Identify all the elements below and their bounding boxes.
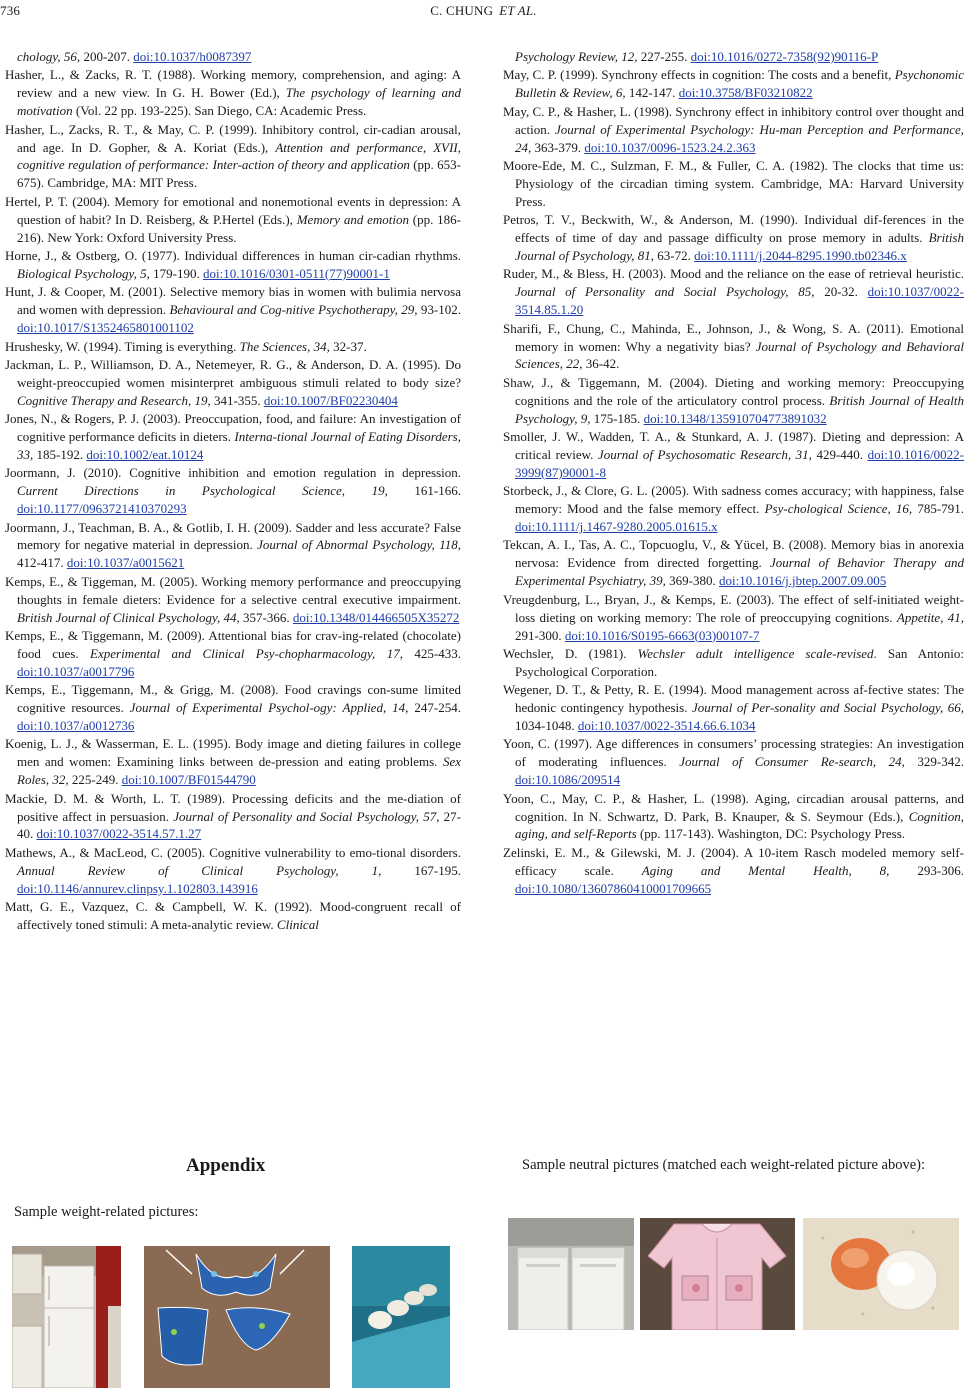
- reference-text: (Vol. 22 pp. 193-225). San Diego, CA: Academic Press.: [72, 103, 367, 119]
- doi-link[interactable]: doi:10.1086/209514: [515, 772, 621, 788]
- reference-italic: XVII: [433, 139, 458, 155]
- reference-entry: [503, 374, 964, 428]
- reference-entry: [5, 356, 461, 410]
- doi-link[interactable]: doi:10.1080/13607860410001709665: [515, 880, 712, 896]
- reference-text: Vreugdenburg, L., Bryan, J., & Kemps, E. (2003). The effect of self-initiated weight-loss dieting on working memory: The role of preoccupying cognitions.: [503, 591, 964, 625]
- reference-italic: Journal of Per-sonality and Social Psychology, 66,: [691, 700, 964, 716]
- reference-italic: The Sciences, 34,: [239, 338, 330, 354]
- reference-text: 329-342.: [904, 754, 964, 770]
- doi-link[interactable]: doi:10.1016/j.jbtep.2007.09.005: [719, 573, 887, 589]
- reference-text: Zelinski, E. M., & Gilewski, M. J. (2004). A 10-item Rasch modeled memory self-efficacy scale.: [503, 844, 964, 878]
- reference-text: ,: [544, 826, 552, 842]
- eggs-carton-photo: [352, 1246, 450, 1388]
- reference-entry: [503, 320, 964, 374]
- reference-text: ,: [960, 808, 964, 824]
- reference-entry: [503, 482, 964, 536]
- reference-text: 161-166.: [387, 483, 461, 499]
- reference-entry: [5, 410, 461, 464]
- reference-text: 293-306.: [889, 862, 964, 878]
- reference-italic: Journal of Consumer Re-search, 24,: [679, 754, 905, 770]
- reference-text: Tekcan, A. I., Tas, A. C., Topcuoglu, V., & Yücel, B. (2008). Memory bias in anorexia nervosa: Evidence from directed forgetting.: [503, 537, 964, 571]
- reference-text: 227-255.: [637, 49, 691, 64]
- reference-italic: Biological Psychology, 5,: [17, 265, 150, 281]
- references-left-column: [5, 48, 461, 934]
- reference-italic: Sex Roles, 32,: [17, 754, 461, 788]
- shells-on-sand-photo: [803, 1218, 959, 1330]
- reference-entry: [503, 48, 964, 66]
- reference-italic: Memory and emotion: [296, 211, 409, 227]
- reference-text: 357-366.: [239, 609, 293, 625]
- reference-text: 291-300.: [515, 627, 565, 643]
- reference-italic: Journal of Experimental Psychology: Hu-man Perception and Performance, 24,: [515, 121, 964, 155]
- neutral-pictures-caption: Sample neutral pictures (matched each weight-related picture above):: [522, 1157, 925, 1173]
- reference-entry: [503, 844, 964, 898]
- reference-text: Jackman, L. P., Williamson, D. A., Netemeyer, R. G., & Anderson, D. A. (1995). Do weight-preoccupied women misinterpret ambiguous stimuli related to body size?: [5, 356, 461, 390]
- reference-text: 363-379.: [531, 139, 585, 155]
- doi-link[interactable]: doi:10.1037/0022-3514.66.6.1034: [577, 718, 756, 734]
- reference-text: Joormann, J. (2010). Cognitive inhibition and emotion regulation in depression.: [5, 465, 461, 481]
- doi-link[interactable]: doi:10.1111/j.1467-9280.2005.01615.x: [515, 519, 718, 535]
- reference-text: Kemps, E., & Tiggeman, M. (2005). Working memory performance and preoccupying thoughts in female dieters: Evidence for a selective central executive impairment.: [5, 573, 461, 607]
- reference-text: Moore-Ede, M. C., Sulzman, F. M., & Fuller, C. A. (1982). The clocks that time us: Physiology of the circadian timing system. Cambridge, MA: Harvard University Press.: [503, 157, 964, 209]
- reference-text: 175-185.: [590, 410, 644, 426]
- reference-text: Mackie, D. M. & Worth, L. T. (1989). Processing deficits and the me-diation of positive affect in persuasion.: [5, 790, 461, 824]
- reference-entry: [5, 681, 461, 735]
- reference-italic: Clinical: [276, 917, 319, 932]
- reference-entry: [5, 627, 461, 681]
- reference-entry: [5, 338, 461, 356]
- reference-text: Matt, G. E., Vazquez, C. & Campbell, W. K. (1992). Mood-congruent recall of affectively toned stimuli: A meta-analytic review.: [5, 899, 461, 932]
- reference-italic: Wechsler adult intelligence scale-revised: [637, 645, 874, 661]
- reference-italic: Behavioural and Cog-nitive Psychotherapy, 29,: [169, 302, 418, 318]
- reference-text: Petros, T. V., Beckwith, W., & Anderson, M. (1990). Individual dif-ferences in the effects of time of day and passage difficulty on prose memory in adults.: [503, 212, 964, 246]
- doi-link[interactable]: doi:10.1016/0022-3999(87)90001-8: [515, 446, 964, 480]
- references-right-column: [503, 48, 964, 898]
- reference-italic: British Journal of Psychology, 81,: [515, 230, 964, 263]
- reference-italic: The psychology of learning and motivation: [17, 85, 461, 119]
- doi-link[interactable]: doi:10.1037/0096-1523.24.2.363: [584, 139, 756, 155]
- reference-text: May, C. P., & Hasher, L. (1998). Synchrony effect in inhibitory control over thought and action.: [503, 103, 964, 137]
- reference-text: 32-37.: [329, 338, 367, 354]
- reference-entry: [5, 247, 461, 283]
- doi-link[interactable]: doi:10.1016/0272-7358(92)90116-P: [690, 49, 879, 64]
- doi-link[interactable]: doi:10.1037/0022-3514.85.1.20: [515, 284, 964, 318]
- reference-text: Kemps, E., & Tiggemann, M. (2009). Attentional bias for crav-ing-related (chocolate) food cues.: [5, 628, 461, 661]
- doi-link[interactable]: doi:10.1037/h0087397: [133, 49, 252, 64]
- reference-italic: and self-Reports: [551, 826, 637, 842]
- reference-entry: [503, 735, 964, 789]
- reference-text: Hrushesky, W. (1994). Timing is everything.: [5, 338, 240, 354]
- pink-jacket-photo: [640, 1218, 795, 1330]
- reference-entry: [503, 536, 964, 590]
- reference-text: Koenig, L. J., & Wasserman, E. L. (1995). Body image and dieting failures in college men and women: Examining links between de-pression and eating problems.: [5, 736, 461, 770]
- reference-text: Hasher, L., & Zacks, R. T. (1988). Working memory, comprehension, and aging: A review and a new view. In G. H. Bower (Ed.),: [5, 67, 461, 101]
- reference-italic: Annual Review of Clinical Psychology, 1,: [17, 862, 382, 878]
- reference-italic: Journal of Abnormal Psychology, 118,: [257, 537, 462, 553]
- reference-italic: Experimental and Clinical Psy-chopharmacology, 17,: [90, 645, 403, 661]
- reference-entry: [503, 157, 964, 211]
- weight-pictures-caption: Sample weight-related pictures:: [14, 1204, 199, 1220]
- reference-text: 185-192.: [33, 446, 87, 462]
- reference-text: Shaw, J., & Tiggemann, M. (2004). Dieting and working memory: Preoccupying cognitions and the role of the articulatory control process.: [503, 374, 964, 408]
- reference-italic: Journal of Experimental Psychol-ogy: Applied, 14,: [129, 700, 409, 716]
- reference-entry: [5, 735, 461, 789]
- reference-text: Hertel, P. T. (2004). Memory for emotional and nonemotional events in depression: A question of habit? In D. Reisberg, & P.Hertel (Eds.),: [5, 193, 461, 227]
- reference-text: 1034-1048.: [515, 718, 578, 734]
- reference-text: Mathews, A., & MacLeod, C. (2005). Cognitive vulnerability to emo-tional disorders.: [5, 844, 461, 860]
- reference-text: 142-147.: [625, 85, 679, 101]
- reference-entry: [5, 573, 461, 627]
- reference-entry: [503, 591, 964, 645]
- reference-entry: [5, 844, 461, 898]
- reference-entry: [5, 519, 461, 573]
- reference-text: Kemps, E., Tiggemann, M., & Grigg, M. (2008). Food cravings con-sume limited cognitive resources.: [5, 682, 461, 716]
- reference-italic: Journal of Psychology and Behavioral Sciences, 22,: [515, 338, 964, 372]
- reference-text: May, C. P. (1999). Synchrony effects in cognition: The costs and a benefit,: [503, 67, 895, 83]
- reference-text: ,: [422, 139, 434, 155]
- reference-text: Ruder, M., & Bless, H. (2003). Mood and the reliance on the ease of retrieval heuristic.: [503, 266, 964, 282]
- reference-italic: Psy-chological Science, 16,: [764, 501, 913, 517]
- reference-italic: Current Directions in Psychological Science, 19,: [17, 483, 388, 499]
- doi-link[interactable]: doi:10.1037/a0012736: [17, 718, 135, 734]
- reference-text: Wegener, D. T., & Petty, R. E. (1994). Mood management across af-fective states: The hedonic contingency hypothesis.: [503, 682, 964, 716]
- reference-italic: Cognition: [908, 808, 961, 824]
- reference-italic: Journal of Behavior Therapy and Experimental Psychiatry, 39,: [515, 555, 964, 589]
- reference-text: (pp. 653-675). Cambridge, MA: MIT Press.: [17, 157, 461, 191]
- reference-entry: [503, 211, 964, 265]
- doi-link[interactable]: doi:10.1037/0022-3514.57.1.27: [36, 826, 202, 842]
- reference-italic: chology, 56,: [17, 49, 81, 64]
- reference-entry: [503, 103, 964, 157]
- reference-entry: [5, 48, 461, 66]
- reference-italic: aging: [515, 826, 545, 842]
- reference-italic: cognitive regulation of performance: Inter-action of theory and application: [17, 157, 410, 173]
- reference-italic: British Journal of Clinical Psychology, 44,: [17, 609, 240, 625]
- reference-entry: [5, 121, 461, 193]
- reference-italic: Attention and performance: [275, 139, 423, 155]
- reference-text: 200-207.: [80, 49, 134, 64]
- reference-italic: Psychonomic Bulletin & Review, 6,: [515, 67, 964, 101]
- reference-text: Joormann, J., Teachman, B. A., & Gotlib, I. H. (2009). Sadder and less accurate? False memory for negative material in depression.: [5, 519, 461, 553]
- doi-link[interactable]: doi:10.1111/j.2044-8295.1990.tb02346.x: [694, 247, 907, 263]
- reference-text: . San Antonio: Psychological Corporation.: [515, 645, 964, 679]
- doi-link[interactable]: doi:10.1146/annurev.clinpsy.1.102803.143916: [17, 880, 258, 896]
- reference-entry: [5, 790, 461, 844]
- reference-entry: [503, 66, 964, 102]
- reference-text: 425-433.: [402, 645, 461, 661]
- reference-text: 27-40.: [17, 808, 461, 842]
- reference-text: Storbeck, J., & Clore, G. L. (2005). With sadness comes accuracy; with happiness, false memory: Mood and the false memory effect.: [503, 483, 964, 517]
- reference-entry: [5, 464, 461, 518]
- reference-italic: Journal of Psychosomatic Research, 31,: [597, 446, 812, 462]
- reference-entry: [503, 681, 964, 735]
- doi-link[interactable]: doi:10.1177/0963721410370293: [17, 501, 187, 517]
- appendix-title: Appendix: [186, 1155, 266, 1176]
- reference-text: 63-72.: [654, 247, 695, 263]
- reference-entry: [503, 428, 964, 482]
- doi-link[interactable]: doi:10.1037/a0015621: [66, 555, 185, 571]
- reference-text: 785-791.: [912, 501, 964, 517]
- reference-text: 20-32.: [814, 284, 868, 300]
- bikini-photo: [144, 1246, 330, 1388]
- reference-text: ,: [457, 139, 462, 155]
- reference-entry: [503, 645, 964, 681]
- doi-link[interactable]: doi:10.1016/S0195-6663(03)00107-7: [564, 627, 760, 643]
- header-authors: C. CHUNG ET AL.: [430, 3, 537, 18]
- reference-text: (pp. 117-143). Washington, DC: Psychology Press.: [636, 826, 906, 842]
- reference-italic: Journal of Personality and Social Psychology, 85,: [515, 284, 815, 300]
- reference-text: Yoon, C. (1997). Age differences in consumers’ processing strategies: An investigation of moderating influences.: [503, 736, 964, 770]
- reference-text: 247-254.: [408, 700, 461, 716]
- reference-text: 36-42.: [582, 356, 620, 372]
- reference-entry: [503, 265, 964, 319]
- reference-italic: Appetite, 41,: [896, 609, 964, 625]
- reference-text: 93-102.: [417, 302, 461, 318]
- reference-text: 341-355.: [210, 392, 264, 408]
- reference-text: 369-380.: [665, 573, 720, 589]
- page-number: 736: [0, 3, 21, 18]
- reference-text: Wechsler, D. (1981).: [503, 645, 638, 661]
- reference-text: Hunt, J. & Cooper, M. (2001). Selective memory bias in women with bulimia nervosa and women with depression.: [5, 284, 461, 318]
- doi-link[interactable]: doi:10.1017/S1352465801001102: [17, 320, 194, 336]
- doi-link[interactable]: doi:10.1007/BF02230404: [263, 392, 398, 408]
- reference-text: (pp. 186-216). New York: Oxford University Press.: [17, 211, 461, 245]
- reference-text: Horne, J., & Ostberg, O. (1977). Individual differences in human cir-cadian rhythms.: [5, 247, 461, 263]
- doi-link[interactable]: doi:10.1007/BF01544790: [121, 772, 256, 788]
- kitchen-refrigerator-photo: [12, 1246, 121, 1388]
- reference-italic: Aging and Mental Health, 8,: [641, 862, 890, 878]
- reference-entry: [5, 193, 461, 247]
- doi-link[interactable]: doi:10.1348/135910704773891032: [643, 410, 827, 426]
- running-header: [0, 0, 967, 22]
- reference-italic: Journal of Personality and Social Psychology, 57,: [173, 808, 440, 824]
- doi-link[interactable]: doi:10.1037/a0017796: [17, 663, 135, 679]
- reference-text: Yoon, C., May, C. P., & Hasher, L. (1998). Aging, circadian arousal patterns, and cognition. In N. Schwartz, D. Park, B. Knauper, & S. Seymour (Eds.),: [503, 790, 964, 824]
- reference-text: 429-440.: [811, 446, 868, 462]
- doi-link[interactable]: doi:10.1002/eat.10124: [86, 446, 204, 462]
- reference-text: Sharifi, F., Chung, C., Mahinda, E., Johnson, J., & Wong, S. A. (2011). Emotional memory in women: Why a negativity bias?: [503, 320, 964, 354]
- reference-text: Jones, N., & Rogers, P. J. (2003). Preoccupation, food, and failure: An investigation of cognitive performance deficits in dieters.: [5, 411, 461, 445]
- reference-entry: [5, 66, 461, 120]
- reference-text: 167-195.: [381, 862, 461, 878]
- reference-italic: Interna-tional Journal of Eating Disorders, 33,: [17, 429, 461, 462]
- reference-entry: [5, 283, 461, 337]
- reference-text: Hasher, L., Zacks, R. T., & May, C. P. (1999). Inhibitory control, cir-cadian arousal, and age. In D. Gopher, & A. Koriat (Eds.),: [5, 121, 461, 155]
- reference-italic: British Journal of Health Psychology, 9,: [515, 392, 964, 426]
- reference-entry: [5, 898, 461, 934]
- doi-link[interactable]: doi:10.3758/BF03210822: [678, 85, 813, 101]
- washing-machines-photo: [508, 1218, 634, 1330]
- reference-text: 225-249.: [68, 772, 122, 788]
- reference-text: 412-417.: [17, 555, 67, 571]
- reference-text: Smoller, J. W., Wadden, T. A., & Stunkard, A. J. (1987). Dieting and depression: A critical review.: [503, 429, 964, 462]
- reference-entry: [503, 790, 964, 844]
- doi-link[interactable]: doi:10.1016/0301-0511(77)90001-1: [202, 265, 390, 281]
- reference-italic: Psychology Review, 12,: [515, 49, 638, 64]
- doi-link[interactable]: doi:10.1348/014466505X35272: [292, 609, 460, 625]
- reference-text: 179-190.: [149, 265, 203, 281]
- reference-italic: Cognitive Therapy and Research, 19,: [17, 392, 211, 408]
